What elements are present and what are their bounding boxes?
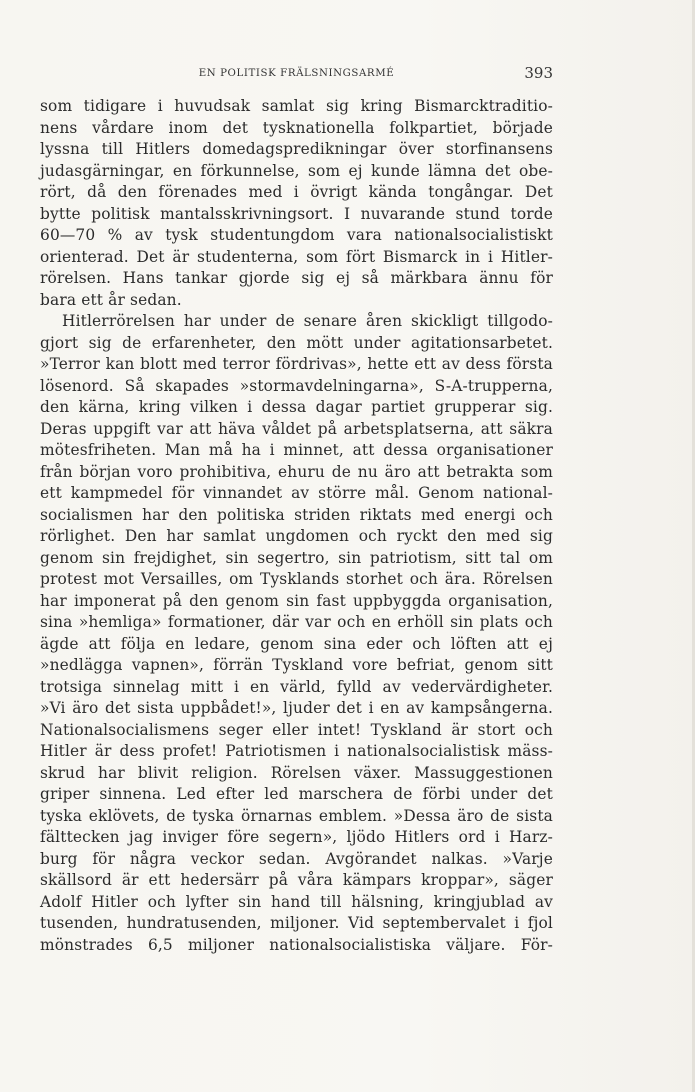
text-line: Hitler är dess profet! Patriotismen i nationalsocialistisk mäss-: [40, 742, 553, 760]
paragraph-end-line: bara ett år sedan.: [40, 290, 182, 309]
text-line: 60—70 % av tysk studentungdom vara nationalsocialistiskt: [40, 226, 553, 244]
text-line: skrud har blivit religion. Rörelsen växer. Massuggestionen: [40, 763, 553, 782]
text-line: rört, då den förenades med i övrigt kända tongångar. Det: [40, 183, 553, 201]
text-line: ägde att följa en ledare, genom sina eder och löften att ej: [40, 634, 553, 653]
text-line: »nedlägga vapnen», förrän Tyskland vore befriat, genom sitt: [40, 656, 553, 674]
text-line: som tidigare i huvudsak samlat sig kring Bismarcktraditio-: [40, 97, 553, 115]
body-text: [40, 96, 553, 956]
text-line: skällsord är ett hedersärr på våra kämpars kroppar», säger: [40, 871, 553, 889]
text-line: burg för några veckor sedan. Avgörandet nalkas. »Varje: [40, 849, 553, 868]
running-title: EN POLITISK FRÄLSNINGSARMÉ: [198, 68, 395, 79]
text-line: fälttecken jag inviger före segern», ljödo Hitlers ord i Harz-: [40, 828, 553, 846]
paragraph-start-line: Hitlerrörelsen har under de senare åren skickligt tillgodo-: [62, 312, 553, 330]
text-line: har imponerat på den genom sin fast uppbyggda organisation,: [40, 591, 553, 610]
text-line: nens vårdare inom det tysknationella folkpartiet, började: [40, 118, 553, 137]
text-line: lösenord. Så skapades »stormavdelningarna», S-A-trupperna,: [40, 376, 553, 395]
text-line: lyssna till Hitlers domedagspredikningar över storfinansens: [40, 140, 553, 158]
text-line: tyska eklövets, de tyska örnarnas emblem. »Dessa äro de sista: [40, 806, 553, 825]
text-line: Deras uppgift var att häva våldet på arbetsplatserna, att säkra: [40, 419, 553, 438]
text-line: tusenden, hundratusenden, miljoner. Vid septembervalet i fjol: [40, 914, 553, 932]
text-line: gjort sig de erfarenheter, den mött under agitationsarbetet.: [40, 333, 553, 352]
text-line: orienterad. Det är studenterna, som fört Bismarck in i Hitler-: [40, 247, 553, 266]
page-number: 393: [524, 64, 553, 82]
text-line: trotsiga sinnelag mitt i en värld, fylld av vedervärdigheter.: [40, 677, 553, 696]
text-line: bytte politisk mantalsskrivningsort. I nuvarande stund torde: [40, 204, 553, 223]
text-line: Adolf Hitler och lyfter sin hand till hälsning, kringjublad av: [40, 892, 553, 911]
text-line: judasgärningar, en förkunnelse, som ej kunde lämna det obe-: [40, 161, 553, 180]
text-line: griper sinnena. Led efter led marschera de förbi under det: [40, 785, 553, 803]
text-line: »Vi äro det sista uppbådet!», ljuder det i en av kampsångerna.: [40, 699, 553, 717]
running-head: [40, 64, 553, 84]
text-line: sina »hemliga» formationer, där var och en erhöll sin plats och: [40, 613, 553, 631]
text-line: »Terror kan blott med terror fördrivas», hette ett av dess första: [40, 355, 553, 373]
text-line: ett kampmedel för vinnandet av större mål. Genom national-: [40, 484, 553, 502]
text-line: mönstrades 6,5 miljoner nationalsocialistiska väljare. För-: [40, 935, 553, 954]
text-line: den kärna, kring vilken i dessa dagar partiet grupperar sig.: [40, 398, 553, 416]
text-line: genom sin frejdighet, sin segertro, sin patriotism, sitt tal om: [40, 548, 553, 567]
text-line: protest mot Versailles, om Tysklands storhet och ära. Rörelsen: [40, 570, 553, 588]
text-line: från början voro prohibitiva, ehuru de nu äro att betrakta som: [40, 462, 553, 481]
text-line: mötesfriheten. Man må ha i minnet, att dessa organisationer: [40, 441, 553, 459]
text-line: socialismen har den politiska striden riktats med energi och: [40, 505, 553, 524]
text-line: rörelsen. Hans tankar gjorde sig ej så märkbara ännu för: [40, 269, 553, 287]
text-line: Nationalsocialismens seger eller intet! Tyskland är stort och: [40, 720, 553, 739]
text-line: rörlighet. Den har samlat ungdomen och ryckt den med sig: [40, 527, 553, 545]
